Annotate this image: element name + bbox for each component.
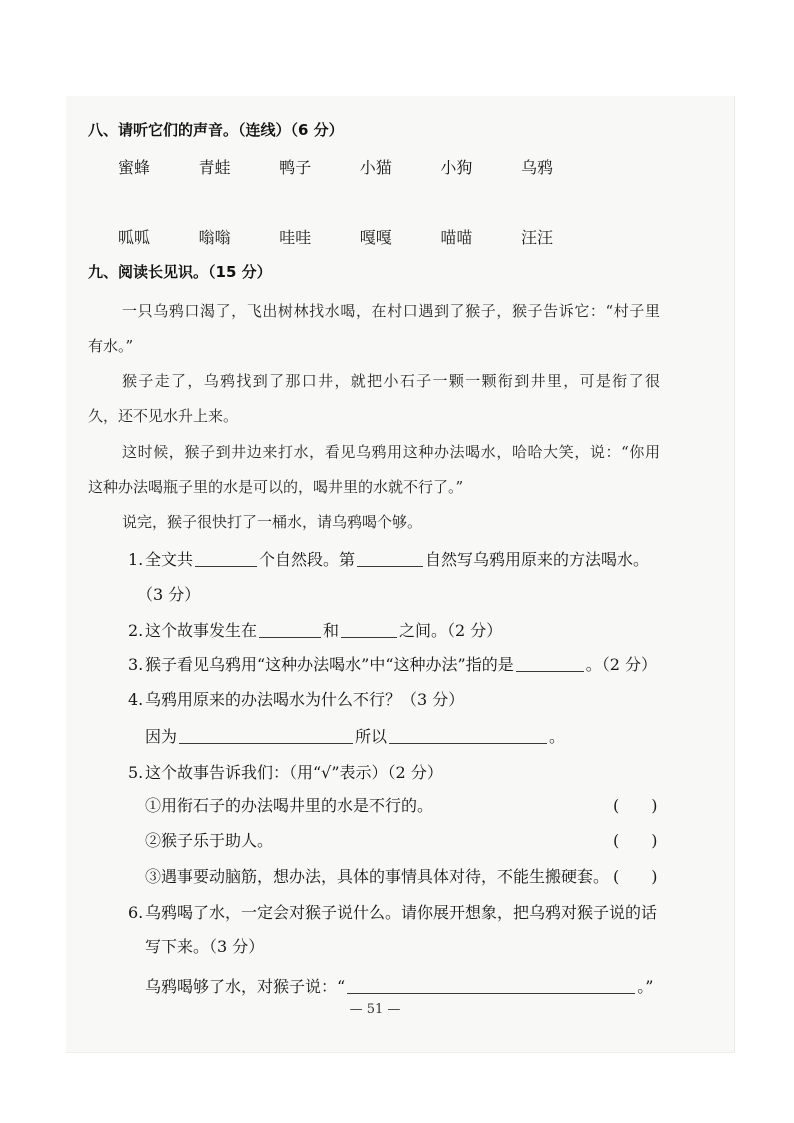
question-5 bbox=[128, 763, 443, 783]
answer-box[interactable]: ( ) bbox=[613, 831, 658, 850]
option-item: ②猴子乐于助人。 bbox=[145, 831, 274, 850]
answer-connector: 所以 bbox=[355, 727, 388, 746]
option-item: ③遇事要动脑筋，想办法，具体的事情具体对待，不能生搬硬套。 bbox=[145, 867, 610, 886]
question-text: 猴子看见乌鸦用“这种办法喝水”中“这种办法”指的是 bbox=[145, 655, 514, 674]
question-6-answer bbox=[145, 977, 653, 997]
passage-line: 说完，猴子很快打了一桶水，请乌鸦喝个够。 bbox=[122, 513, 423, 531]
passage-line: 有水。” bbox=[88, 337, 134, 355]
passage-line: 一只乌鸦口渴了，飞出树林找水喝，在村口遇到了猴子，猴子告诉它：“村子里 bbox=[122, 302, 660, 320]
question-number: 1. bbox=[128, 550, 144, 569]
question-text: 这个故事发生在 bbox=[145, 621, 258, 640]
passage-line: 猴子走了，乌鸦找到了那口井，就把小石子一颗一颗衔到井里，可是衔了很 bbox=[122, 372, 660, 390]
question-6 bbox=[128, 903, 657, 923]
section-eight-heading: 八、请听它们的声音。（连线）（6 分） bbox=[88, 121, 344, 139]
question-text: 和 bbox=[323, 621, 340, 640]
answer-prefix: 因为 bbox=[145, 727, 178, 746]
question-text: 乌鸦喝了水，一定会对猴子说什么。请你展开想象，把乌鸦对猴子说的话 bbox=[145, 903, 658, 922]
question-2 bbox=[128, 621, 502, 641]
question-text: 之间。（2 分） bbox=[399, 621, 503, 640]
answer-blank[interactable] bbox=[357, 552, 423, 567]
animal-word: 鸭子 bbox=[279, 158, 312, 177]
answer-blank[interactable] bbox=[516, 657, 584, 672]
sound-word: 嗡嗡 bbox=[198, 228, 231, 247]
animal-word: 蜜蜂 bbox=[118, 158, 151, 177]
sound-word: 喵喵 bbox=[440, 228, 473, 247]
answer-blank[interactable] bbox=[195, 552, 257, 567]
sound-word: 哇哇 bbox=[279, 228, 312, 247]
passage-line: 这时候，猴子到井边来打水，看见乌鸦用这种办法喝水，哈哈大笑，说：“你用 bbox=[122, 443, 660, 461]
answer-box[interactable]: ( ) bbox=[613, 867, 658, 886]
answer-blank[interactable] bbox=[347, 979, 635, 994]
passage-line: 久，还不见水升上来。 bbox=[88, 407, 239, 425]
animal-row bbox=[118, 158, 602, 178]
answer-end: 。 bbox=[549, 727, 566, 746]
sound-word: 汪汪 bbox=[520, 228, 553, 247]
question-text: 自然写乌鸦用原来的方法喝水。 bbox=[425, 550, 650, 569]
question-text: 。（2 分） bbox=[585, 655, 658, 674]
question-3 bbox=[128, 655, 657, 675]
animal-word: 小狗 bbox=[440, 158, 473, 177]
question-text: 全文共 bbox=[145, 550, 194, 569]
animal-word: 乌鸦 bbox=[520, 158, 553, 177]
sound-word: 呱呱 bbox=[118, 228, 151, 247]
option-item: ①用衔石子的办法喝井里的水是不行的。 bbox=[145, 796, 434, 815]
question-number: 3. bbox=[128, 655, 144, 674]
question-number: 5. bbox=[128, 763, 144, 782]
sound-word: 嘎嘎 bbox=[359, 228, 392, 247]
section-nine-heading: 九、阅读长见识。（15 分） bbox=[88, 263, 272, 281]
animal-word: 青蛙 bbox=[198, 158, 231, 177]
answer-blank[interactable] bbox=[341, 623, 397, 638]
answer-blank[interactable] bbox=[389, 729, 547, 744]
question-4 bbox=[128, 690, 464, 710]
passage-line: 这种办法喝瓶子里的水是可以的，喝井里的水就不行了。” bbox=[88, 478, 464, 496]
answer-blank[interactable] bbox=[259, 623, 321, 638]
question-1 bbox=[128, 550, 649, 570]
sound-row bbox=[118, 228, 602, 248]
page-number: — 51 — bbox=[349, 1002, 401, 1017]
question-number: 2. bbox=[128, 621, 144, 640]
answer-end: 。” bbox=[637, 977, 654, 996]
question-text: 个自然段。第 bbox=[259, 550, 356, 569]
question-score: （3 分） bbox=[137, 585, 201, 604]
answer-prefix: 乌鸦喝够了水，对猴子说：“ bbox=[145, 977, 346, 996]
answer-blank[interactable] bbox=[179, 729, 353, 744]
question-text: 写下来。（3 分） bbox=[145, 937, 265, 956]
question-text: 这个故事告诉我们：（用“√”表示）（2 分） bbox=[145, 763, 443, 782]
question-number: 4. bbox=[128, 690, 144, 709]
question-text: 乌鸦用原来的办法喝水为什么不行？（3 分） bbox=[145, 690, 465, 709]
animal-word: 小猫 bbox=[359, 158, 392, 177]
question-4-answer bbox=[145, 727, 565, 747]
question-number: 6. bbox=[128, 903, 144, 922]
answer-box[interactable]: ( ) bbox=[613, 796, 658, 815]
